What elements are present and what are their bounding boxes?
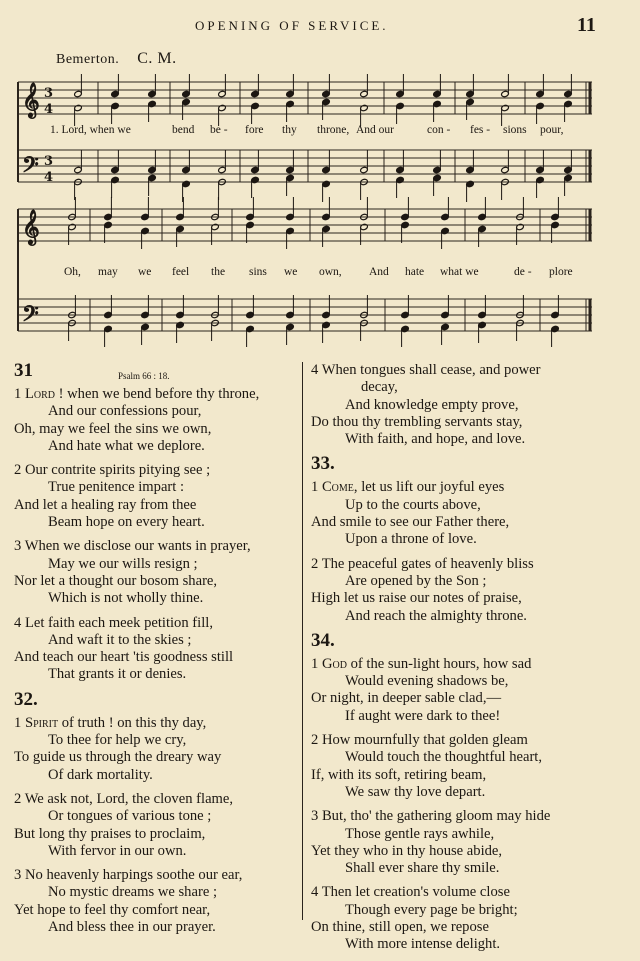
tune-name: Bemerton. [56, 52, 120, 67]
hymn [311, 629, 633, 954]
verse-line: Or tongues of various tone ; [48, 808, 212, 825]
verse-line [14, 538, 299, 555]
verse-line [311, 808, 633, 825]
verse-line-text: , let us lift our joyful eyes [353, 479, 505, 496]
lyric-syllable: feel [172, 266, 190, 278]
stanza-number: 3 [14, 867, 25, 884]
stanza [311, 884, 633, 953]
stanza-number: 2 [311, 732, 322, 749]
lyric-syllable: thy [282, 124, 297, 136]
verse-line-text: When tongues shall cease, and power [321, 362, 541, 378]
verse-line: High let us raise our notes of praise, [311, 590, 522, 607]
stanza-number: 3 [14, 538, 25, 555]
treble-clef: 𝄞 [22, 83, 40, 118]
verse-line [311, 884, 633, 901]
column-divider [302, 362, 303, 920]
verse-line [14, 867, 299, 884]
hymn-number: 34. [311, 629, 335, 651]
verse-line: With fervor in our own. [48, 842, 187, 859]
verse-line-text: When we disclose our wants in prayer, [24, 538, 251, 555]
stanza [14, 867, 299, 936]
verse-line: And teach our heart 'tis goodness still [14, 649, 234, 666]
verse-line: We saw thy love depart. [345, 783, 486, 800]
verse-line-text: No heavenly harpings soothe our ear, [24, 867, 243, 884]
verse-line: And waft it to the skies ; [48, 631, 192, 648]
verse-line: Upon a throne of love. [345, 531, 477, 548]
verse-line: And smile to see our Father there, [311, 514, 510, 531]
stanza [311, 556, 633, 625]
stanza [14, 386, 299, 455]
lyric-syllable: we [284, 266, 298, 278]
lyric-syllable: And [369, 266, 389, 278]
bass-clef: 𝄢 [22, 153, 39, 183]
stanza-number: 3 [311, 808, 322, 825]
verse-line: With more intense delight. [345, 936, 501, 953]
stanza-first-word: Come [321, 479, 354, 496]
verse-line: And bless thee in our prayer. [48, 919, 216, 936]
hymn-number: 33. [311, 453, 335, 475]
verse-line: Oh, may we feel the sins we own, [14, 420, 212, 437]
verse-line-text: of truth ! on this thy day, [58, 714, 207, 731]
stanza [311, 479, 633, 548]
verse-line: And hate what we deplore. [48, 437, 205, 454]
verse-line: To guide us through the dreary way [14, 749, 222, 766]
stanza-number: 2 [14, 462, 25, 479]
page-header [0, 16, 640, 38]
right-column [311, 362, 633, 961]
treble-clef: 𝄞 [22, 210, 40, 245]
lyric-syllable: pour, [540, 124, 564, 136]
verse-line: Though every page be bright; [345, 901, 518, 918]
lyric-syllable: hate [405, 266, 425, 278]
stanza-first-word: Lord [24, 386, 55, 402]
lyric-syllable: we [138, 266, 152, 278]
page-number: 11 [577, 14, 596, 36]
tune-heading [56, 50, 177, 68]
stanza-first-word: Spirit [24, 714, 59, 731]
verse-line: Nor let a thought our bosom share, [14, 572, 218, 589]
time-signature-bottom: 4 [44, 170, 54, 185]
verse-line-text: Then let creation's volume close [321, 884, 510, 901]
lyric-syllable: own, [319, 266, 342, 278]
verse-line [311, 556, 633, 573]
stanza [14, 791, 299, 860]
stanza-number: 1 [311, 655, 322, 672]
hymn-number: 32. [14, 688, 38, 710]
stanza [14, 538, 299, 607]
lyric-syllable: plore [549, 266, 573, 278]
verse-line: May we our wills resign ; [48, 555, 198, 572]
lyric-syllable: And our [356, 124, 395, 136]
verse-line: Or night, in deeper sable clad,— [311, 690, 502, 707]
verse-line: If, with its soft, retiring beam, [311, 766, 487, 783]
stanza-number: 2 [311, 555, 322, 572]
stanza-number: 4 [311, 362, 322, 378]
verse-line: To thee for help we cry, [48, 732, 187, 749]
verse-line-text: Our contrite spirits pitying see ; [24, 462, 211, 479]
verse-line: That grants it or denies. [48, 666, 187, 683]
music-system-1 [0, 70, 640, 210]
bass-clef: 𝄢 [22, 302, 39, 332]
hymn-heading [14, 688, 299, 715]
lyric-syllable: throne, [317, 124, 350, 136]
stanza [14, 615, 299, 684]
stanza-number: 4 [14, 614, 25, 631]
verse-line: On thine, still open, we repose [311, 919, 489, 936]
hymn-heading [14, 362, 299, 386]
verse-line: decay, [361, 379, 398, 396]
verse-line-text: Let faith each meek petition fill, [24, 614, 213, 631]
lyric-syllable: be - [210, 124, 228, 136]
verse-line: Yet they who in thy house abide, [311, 842, 503, 859]
stanza-first-word: God [321, 655, 347, 672]
time-signature-bottom: 4 [44, 102, 54, 117]
verse-line: And knowledge empty prove, [345, 396, 519, 413]
verse-line: Which is not wholly thine. [48, 590, 204, 607]
verse-line: Those gentle rays awhile, [345, 825, 495, 842]
stanza-number: 4 [311, 884, 322, 901]
stanza-number: 1 [14, 714, 25, 731]
verse-line: Yet hope to feel thy comfort near, [14, 901, 211, 918]
verse-line-text: How mournfully that golden gleam [321, 732, 528, 749]
verse-line: Of dark mortality. [48, 766, 153, 783]
verse-line-text: ! when we bend before thy throne, [54, 386, 260, 402]
stanza [311, 808, 633, 877]
stanza [311, 732, 633, 801]
lyric-syllable: may [98, 266, 118, 278]
lyric-syllable: sins [249, 266, 267, 278]
verse-line: And let a healing ray from thee [14, 496, 197, 513]
verse-line [14, 462, 299, 479]
time-signature-top: 3 [44, 86, 54, 101]
hymn-heading [311, 455, 633, 479]
verse-line [311, 362, 633, 379]
left-column [14, 362, 299, 943]
stanza [14, 462, 299, 531]
verse-line: If aught were dark to thee! [345, 707, 501, 724]
hymn [311, 455, 633, 624]
stanza [14, 715, 299, 784]
verse-line: True penitence impart : [48, 479, 185, 496]
scripture-reference: Psalm 66 : 18. [118, 371, 170, 381]
lyric-syllable: sions [503, 124, 527, 136]
running-head: OPENING OF SERVICE. [195, 18, 389, 33]
verse-line: Are opened by the Son ; [345, 572, 487, 589]
lyric-syllable: de - [514, 266, 532, 278]
lyric-syllable: the [211, 266, 226, 278]
stanza-number: 1 [311, 479, 322, 496]
hymn [311, 362, 633, 448]
verse-line: Beam hope on every heart. [48, 514, 205, 531]
verse-line: And our confessions pour, [48, 403, 202, 420]
lyric-syllable: what we [440, 266, 479, 278]
verse-line: But long thy praises to proclaim, [14, 825, 206, 842]
tune-meter: C. M. [137, 50, 177, 67]
lyric-syllable: 1. Lord, when we [50, 124, 131, 136]
verse-line: No mystic dreams we share ; [48, 884, 217, 901]
verse-line: Would touch the thoughtful heart, [345, 749, 543, 766]
stanza-number: 1 [14, 386, 25, 402]
verse-line: Would evening shadows be, [345, 673, 509, 690]
stanza [311, 362, 633, 448]
hymn-heading [311, 629, 633, 656]
lyric-syllable: bend [172, 124, 195, 136]
verse-line: Up to the courts above, [345, 496, 481, 513]
hymn [14, 362, 299, 684]
verse-line: Do thou thy trembling servants stay, [311, 413, 523, 430]
lyric-syllable: fore [245, 124, 264, 136]
verse-line [14, 791, 299, 808]
verse-line [14, 386, 299, 403]
verse-line [14, 615, 299, 632]
verse-line: And reach the almighty throne. [345, 607, 527, 624]
hymn [14, 688, 299, 937]
lyric-syllable: Oh, [64, 266, 81, 278]
lyric-syllable: con - [427, 124, 451, 136]
verse-line-text: But, tho' the gathering gloom may hide [321, 808, 551, 825]
verse-line [14, 715, 299, 732]
verse-line [311, 479, 633, 496]
stanza [311, 656, 633, 725]
verse-line [311, 656, 633, 673]
hymn-number: 31 [14, 360, 33, 381]
lyric-syllable: fes - [470, 124, 491, 136]
verse-line [311, 732, 633, 749]
time-signature-top: 3 [44, 154, 54, 169]
verse-line: Shall ever share thy smile. [345, 860, 500, 877]
verse-line: With faith, and hope, and love. [345, 431, 526, 448]
stanza-number: 2 [14, 790, 25, 807]
verse-line-text: The peaceful gates of heavenly bliss [321, 555, 534, 572]
verse-line-text: of the sun-light hours, how sad [346, 655, 532, 672]
verse-line-text: We ask not, Lord, the cloven flame, [24, 790, 234, 807]
